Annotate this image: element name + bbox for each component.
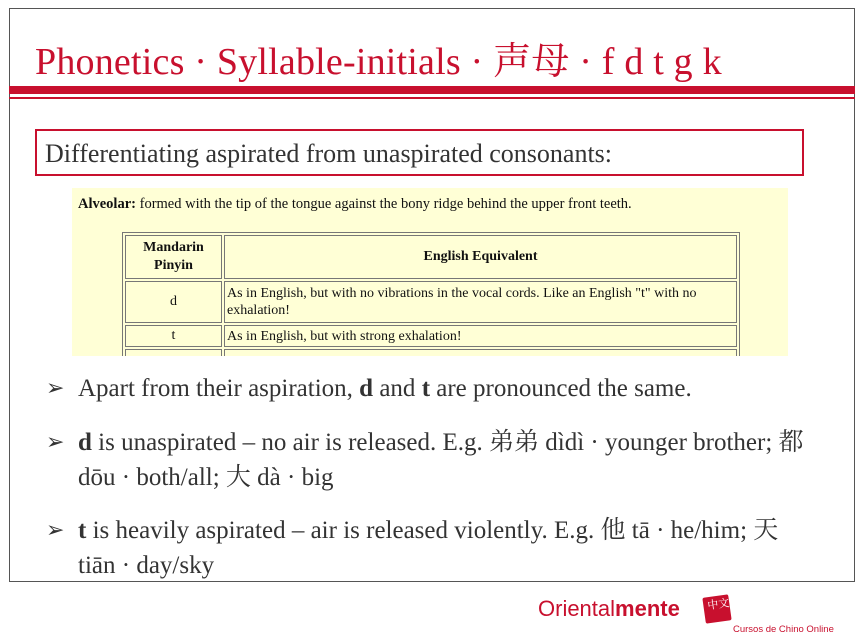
table-row: [125, 281, 737, 323]
alveolar-desc: formed with the tip of the tongue against the bony ridge behind the upper front teeth.: [135, 196, 632, 212]
orientalmente-logo: [538, 596, 680, 622]
bullet-1-text: Apart from their aspiration, d and t are pronounced the same.: [78, 375, 692, 402]
logo-tagline: Cursos de Chino Online: [733, 624, 834, 635]
header-english-equivalent: English Equivalent: [224, 235, 737, 279]
alveolar-term: Alveolar:: [78, 196, 136, 212]
arrow-bullet-icon: ➢: [46, 518, 65, 543]
cell-pinyin: t: [125, 325, 222, 347]
logo-stamp-text: 中文: [706, 596, 731, 613]
logo-stamp-icon: [702, 594, 731, 623]
title-rule-thick: [9, 86, 855, 94]
arrow-bullet-icon: ➢: [46, 430, 65, 455]
cell-english: As in English, but with strong exhalation!: [224, 325, 737, 347]
logo-text-regular: Oriental: [538, 596, 616, 621]
bullet-2-text: d is unaspirated – no air is released. E.g. 弟弟 dìdì · younger brother; 都 dōu · both/all; 大 dà · big: [78, 429, 804, 491]
cell-pinyin: d: [125, 281, 222, 323]
alveolar-description: [78, 196, 632, 213]
bullet-3-text: t is heavily aspirated – air is released violently. E.g. 他 tā · he/him; 天 tiān · day/sky: [78, 517, 779, 579]
arrow-bullet-icon: ➢: [46, 376, 65, 401]
subtitle-box: [35, 129, 804, 176]
table-row-partial: [125, 349, 737, 356]
cell-empty: [224, 349, 737, 356]
table-header-row: [125, 235, 737, 279]
title-rule-thin: [9, 97, 855, 99]
logo-text-bold: mente: [615, 596, 680, 621]
cell-empty: [125, 349, 222, 356]
header-mandarin-line: Mandarin: [143, 240, 204, 255]
alveolar-panel: [72, 188, 788, 356]
subtitle-text: Differentiating aspirated from unaspirated consonants:: [45, 139, 613, 168]
cell-english: As in English, but with no vibrations in the vocal cords. Like an English "t" with no exhalation!: [224, 281, 737, 323]
pinyin-table: [122, 232, 740, 356]
slide-title: Phonetics · Syllable-initials · 声母 · f d t g k: [35, 41, 722, 83]
table-row: [125, 325, 737, 347]
header-pinyin-line: Pinyin: [154, 258, 193, 273]
header-mandarin-pinyin: [125, 235, 222, 279]
